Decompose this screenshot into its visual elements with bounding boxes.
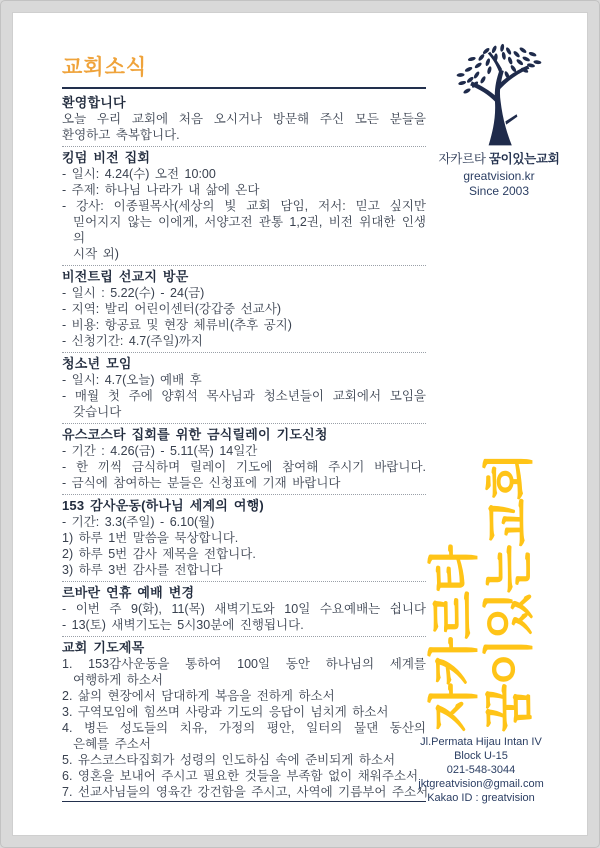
sections: [62, 92, 429, 802]
kakao-id: Kakao ID : greatvision: [427, 792, 535, 804]
section-heading: 청소년 모임: [62, 356, 132, 371]
logo-name-main: 꿈이있는교회: [488, 152, 560, 166]
text-line: 은혜를 주소서: [73, 737, 151, 751]
text-line: 3) 하루 3번 감사를 전합니다: [62, 563, 223, 577]
section-3: [62, 266, 426, 353]
section-heading: 비전트립 선교지 방문: [62, 269, 189, 284]
text-line: 5. 유스코스타집회가 성령의 인도하심 속에 준비되게 하소서: [62, 753, 396, 767]
page-title: 교회소식: [62, 51, 426, 89]
tree-logo-icon: [447, 43, 551, 147]
section-5: [62, 424, 426, 495]
text-line: 3. 구역모임에 힘쓰며 사랑과 기도의 응답이 넘치게 하소서: [62, 705, 389, 719]
text-line: - 비용: 항공료 및 현장 체류비(추후 공지): [62, 318, 292, 332]
section-7: [62, 582, 426, 637]
phone-number: 021-548-3044: [446, 764, 516, 776]
text-line: - 기간 : 4.26(금) - 5.11(목) 14일간: [62, 444, 258, 458]
text-line: 7. 선교사님들의 영육간 강건함을 주시고, 사역에 기름부어 주소서: [62, 785, 429, 799]
section-heading: 환영합니다: [62, 95, 126, 110]
text-line: 2. 삶의 현장에서 담대하게 복음을 전하게 하소서: [62, 689, 335, 703]
vertical-church-name-line1: 자카르타: [426, 546, 482, 732]
logo-city: 자카르타: [438, 152, 486, 166]
logo-church-name: [421, 149, 577, 167]
text-line: - 지역: 발리 어린이센터(강갑중 선교사): [62, 302, 281, 316]
address-line-1: Jl.Permata Hijau Intan IV: [420, 736, 542, 748]
text-line: - 강사: 이종필목사(세상의 빛 교회 담임, 저서: 믿고 싶지만: [62, 199, 426, 213]
section-1: [62, 92, 426, 147]
section-heading: 유스코스타 집회를 위한 금식릴레이 기도신청: [62, 427, 328, 442]
text-line: 갖습니다: [73, 405, 122, 419]
text-line: - 매월 첫 주에 양휘석 목사님과 청소년들이 교회에서 모임을: [62, 389, 426, 403]
text-line: 1. 153감사운동을 통하여 100일 동안 하나님의 세계를: [62, 657, 426, 671]
vertical-church-name: [427, 422, 539, 732]
text-line: 1) 하루 1번 말씀을 묵상합니다.: [62, 531, 239, 545]
text-line: 믿어지지 않는 이에게, 서양고전 관통 1,2권, 비전 위대한 인생의: [73, 215, 426, 245]
text-line: - 13(토) 새벽기도는 5시30분에 진행됩니다.: [62, 618, 304, 632]
text-line: - 일시 : 5.22(수) - 24(금): [62, 286, 205, 300]
text-line: - 이번 주 9(화), 11(목) 새벽기도와 10일 수요예배는 쉽니다: [62, 602, 426, 616]
address-line-2: Block U-15: [454, 750, 508, 762]
church-logo: [421, 43, 577, 198]
text-line: - 주제: 하나님 나라가 내 삶에 온다: [62, 183, 260, 197]
section-heading: 킹덤 비전 집회: [62, 150, 151, 165]
text-line: - 기간: 3.3(주일) - 6.10(월): [62, 515, 215, 529]
bulletin-page: [13, 13, 587, 835]
text-line: 6. 영혼을 보내어 주시고 필요한 것들을 부족함 없이 채워주소서: [62, 769, 419, 783]
email-address: jktgreatvision@gmail.com: [418, 778, 544, 790]
text-line: 환영하고 축복합니다.: [62, 128, 180, 142]
text-line: 4. 병든 성도들의 치유, 가정의 평안, 일터의 물댄 동산의: [62, 721, 426, 735]
text-line: - 신청기간: 4.7(주일)까지: [62, 334, 203, 348]
text-line: - 한 끼씩 금식하며 릴레이 기도에 참여해 주시기 바랍니다.: [62, 460, 426, 474]
text-line: 시작 외): [73, 247, 119, 261]
logo-since: Since 2003: [468, 184, 530, 198]
section-heading: 153 감사운동(하나님 세계의 여행): [62, 498, 264, 513]
section-6: [62, 495, 426, 582]
content-column: [62, 51, 429, 802]
section-heading: 르바란 연휴 예배 변경: [62, 585, 195, 600]
text-line: - 일시: 4.7(오늘) 예배 후: [62, 373, 202, 387]
text-line: 여행하게 하소서: [73, 673, 163, 687]
section-4: [62, 353, 426, 424]
text-line: - 일시: 4.24(수) 오전 10:00: [62, 167, 216, 181]
section-2: [62, 147, 426, 266]
logo-website: greatvision.kr: [463, 169, 535, 183]
vertical-church-name-line2: 꿈이있는교회: [481, 454, 537, 732]
contact-block: [393, 735, 569, 805]
text-line: - 금식에 참여하는 분들은 신청표에 기재 바랍니다: [62, 476, 341, 490]
text-line: 오늘 우리 교회에 처음 오시거나 방문해 주신 모든 분들을: [62, 112, 426, 126]
section-heading: 교회 기도제목: [62, 640, 145, 655]
text-line: 2) 하루 5번 감사 제목을 전합니다.: [62, 547, 256, 561]
section-8: [62, 637, 429, 802]
